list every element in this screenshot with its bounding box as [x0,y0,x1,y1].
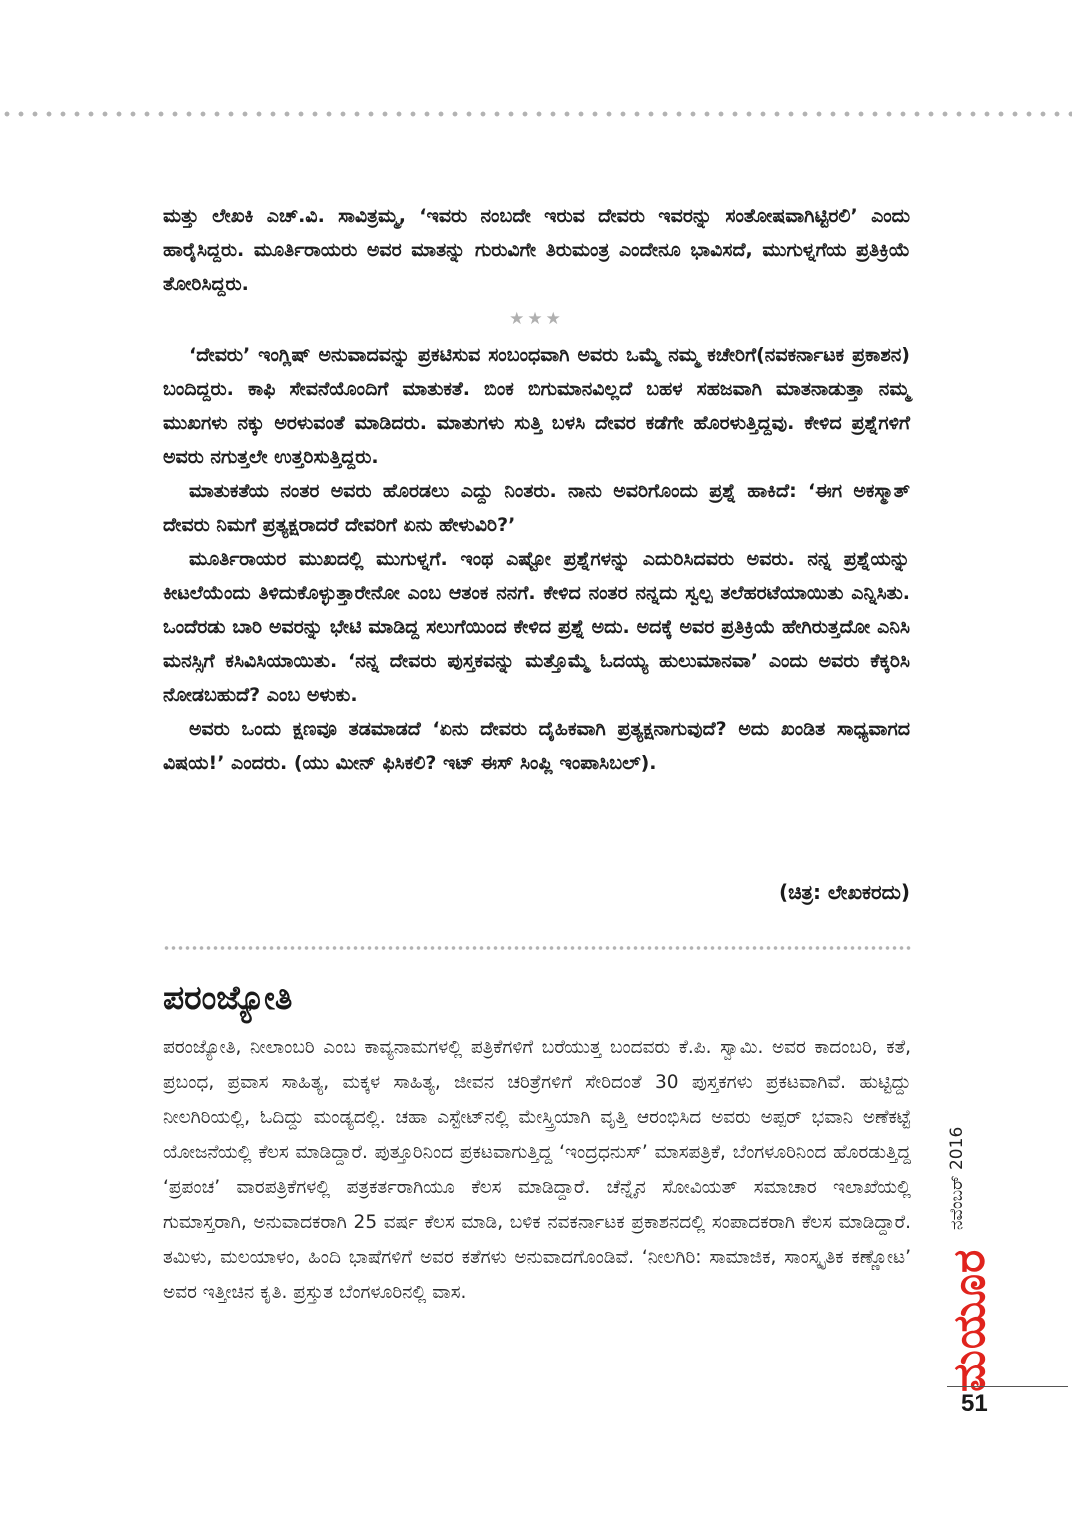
article-paragraph: ‘ದೇವರು’ ಇಂಗ್ಲಿಷ್ ಅನುವಾದವನ್ನು ಪ್ರಕಟಿಸುವ ಸಂಬಂಧವಾಗಿ ಅವರು ಒಮ್ಮೆ ನಮ್ಮ ಕಚೇರಿಗೆ(ನವಕರ್ನಾಟಕ ಪ್ರಕಾಶನ) ಬಂದಿದ್ದರು. ಕಾಫಿ ಸೇವನೆಯೊಂದಿಗೆ ಮಾತುಕತೆ. ಬಿಂಕ ಬಿಗುಮಾನವಿಲ್ಲದೆ ಬಹಳ ಸಹಜವಾಗಿ ಮಾತನಾಡುತ್ತಾ ನಮ್ಮ ಮುಖಗಳು ನಕ್ಕು ಅರಳುವಂತೆ ಮಾಡಿದರು. ಮಾತುಗಳು ಸುತ್ತಿ ಬಳಸಿ ದೇವರ ಕಡೆಗೇ ಹೊರಳುತ್ತಿದ್ದವು. ಕೇಳಿದ ಪ್ರಶ್ನೆಗಳಿಗೆ ಅವರು ನಗುತ್ತಲೇ ಉತ್ತರಿಸುತ್ತಿದ್ದರು. [163,344,910,468]
magazine-logo: ಮಯೂರ [944,1248,995,1392]
article-paragraph: ಮಾತುಕತೆಯ ನಂತರ ಅವರು ಹೊರಡಲು ಎದ್ದು ನಿಂತರು. ನಾನು ಅವರಿಗೊಂದು ಪ್ರಶ್ನೆ ಹಾಕಿದೆ: ‘ಈಗ ಅಕಸ್ಮಾತ್ ದೇವರು ನಿಮಗೆ ಪ್ರತ್ಯಕ್ಷರಾದರೆ ದೇವರಿಗೆ ಏನು ಹೇಳುವಿರಿ?’ [163,480,910,536]
top-dotted-rule [0,110,1072,118]
profile-paragraph: ಪರಂಜ್ಯೋತಿ, ನೀಲಾಂಬರಿ ಎಂಬ ಕಾವ್ಯನಾಮಗಳಲ್ಲಿ ಪತ್ರಿಕೆಗಳಿಗೆ ಬರೆಯುತ್ತ ಬಂದವರು ಕೆ.ಪಿ. ಸ್ವಾಮಿ. ಅವರ ಕಾದಂಬರಿ, ಕತೆ, ಪ್ರಬಂಧ, ಪ್ರವಾಸ ಸಾಹಿತ್ಯ, ಮಕ್ಕಳ ಸಾಹಿತ್ಯ, ಜೀವನ ಚರಿತ್ರೆಗಳಿಗೆ ಸೇರಿದಂತೆ 30 ಪುಸ್ತಕಗಳು ಪ್ರಕಟವಾಗಿವೆ. ಹುಟ್ಟಿದ್ದು ನೀಲಗಿರಿಯಲ್ಲಿ, ಓದಿದ್ದು ಮಂಡ್ಯದಲ್ಲಿ. ಚಹಾ ಎಸ್ಟೇಟ್‌ನಲ್ಲಿ ಮೇಸ್ತ್ರಿಯಾಗಿ ವೃತ್ತಿ ಆರಂಭಿಸಿದ ಅವರು ಅಪ್ಪರ್ ಭವಾನಿ ಅಣೆಕಟ್ಟೆ ಯೋಜನೆಯಲ್ಲಿ ಕೆಲಸ ಮಾಡಿದ್ದಾರೆ. ಪುತ್ತೂರಿನಿಂದ ಪ್ರಕಟವಾಗುತ್ತಿದ್ದ ‘ಇಂದ್ರಧನುಸ್’ ಮಾಸಪತ್ರಿಕೆ, ಬೆಂಗಳೂರಿನಿಂದ ಹೊರಡುತ್ತಿದ್ದ ‘ಪ್ರಪಂಚ’ ವಾರಪತ್ರಿಕೆಗಳಲ್ಲಿ ಪತ್ರಕರ್ತರಾಗಿಯೂ ಕೆಲಸ ಮಾಡಿದ್ದಾರೆ. ಚೆನ್ನೈನ ಸೋವಿಯತ್ ಸಮಾಚಾರ ಇಲಾಖೆಯಲ್ಲಿ ಗುಮಾಸ್ತರಾಗಿ, ಅನುವಾದಕರಾಗಿ 25 ವರ್ಷ ಕೆಲಸ ಮಾಡಿ, ಬಳಿಕ ನವಕರ್ನಾಟಕ ಪ್ರಕಾಶನದಲ್ಲಿ ಸಂಪಾದಕರಾಗಿ ಕೆಲಸ ಮಾಡಿದ್ದಾರೆ. ತಮಿಳು, ಮಲಯಾಳಂ, ಹಿಂದಿ ಭಾಷೆಗಳಿಗೆ ಅವರ ಕತೆಗಳು ಅನುವಾದಗೊಂಡಿವೆ. ‘ನೀಲಗಿರಿ: ಸಾಮಾಜಿಕ, ಸಾಂಸ್ಕೃತಿಕ ಕಣ್ಣೋಟ’ ಅವರ ಇತ್ತೀಚಿನ ಕೃತಿ. ಪ್ರಸ್ತುತ ಬೆಂಗಳೂರಿನಲ್ಲಿ ವಾಸ. [163,1037,911,1303]
article-paragraph: ಅವರು ಒಂದು ಕ್ಷಣವೂ ತಡಮಾಡದೆ ‘ಏನು ದೇವರು ದೈಹಿಕವಾಗಿ ಪ್ರತ್ಯಕ್ಷನಾಗುವುದೆ? ಅದು ಖಂಡಿತ ಸಾಧ್ಯವಾಗದ ವಿಷಯ!’ ಎಂದರು. (ಯು ಮೀನ್ ಫಿಸಿಕಲಿ? ಇಟ್ ಈಸ್ ಸಿಂಪ್ಲಿ ಇಂಪಾಸಿಬಲ್). [163,718,910,774]
article-paragraph: ಮೂರ್ತಿರಾಯರ ಮುಖದಲ್ಲಿ ಮುಗುಳ್ನಗೆ. ಇಂಥ ಎಷ್ಟೋ ಪ್ರಶ್ನೆಗಳನ್ನು ಎದುರಿಸಿದವರು ಅವರು. ನನ್ನ ಪ್ರಶ್ನೆಯನ್ನು ಕೀಟಲೆಯೆಂದು ತಿಳಿದುಕೊಳ್ಳುತ್ತಾರೇನೋ ಎಂಬ ಆತಂಕ ನನಗೆ. ಕೇಳಿದ ನಂತರ ನನ್ನದು ಸ್ವಲ್ಪ ತಲೆಹರಟೆಯಾಯಿತು ಎನ್ನಿಸಿತು. ಒಂದೆರಡು ಬಾರಿ ಅವರನ್ನು ಭೇಟಿ ಮಾಡಿದ್ದ ಸಲುಗೆಯಿಂದ ಕೇಳಿದ ಪ್ರಶ್ನೆ ಅದು. ಅದಕ್ಕೆ ಅವರ ಪ್ರತಿಕ್ರಿಯೆ ಹೇಗಿರುತ್ತದೋ ಎನಿಸಿ ಮನಸ್ಸಿಗೆ ಕಸಿವಿಸಿಯಾಯಿತು. ‘ನನ್ನ ದೇವರು ಪುಸ್ತಕವನ್ನು ಮತ್ತೊಮ್ಮೆ ಓದಯ್ಯ ಹುಲುಮಾನವಾ’ ಎಂದು ಅವರು ಕೆಕ್ಕರಿಸಿ ನೋಡಬಹುದೆ? ಎಂಬ ಅಳುಕು. [163,548,910,706]
page-number: 51 [961,1390,988,1417]
article-intro-paragraph: ಮತ್ತು ಲೇಖಕಿ ಎಚ್.ವಿ. ಸಾವಿತ್ರಮ್ಮ, ‘ಇವರು ನಂಬದೇ ಇರುವ ದೇವರು ಇವರನ್ನು ಸಂತೋಷವಾಗಿಟ್ಟಿರಲಿ’ ಎಂದು ಹಾರೈಸಿದ್ದರು. ಮೂರ್ತಿರಾಯರು ಅವರ ಮಾತನ್ನು ಗುರುವಿಗೇ ತಿರುಮಂತ್ರ ಎಂದೇನೂ ಭಾವಿಸದೆ, ಮುಗುಳ್ನಗೆಯ ಪ್ರತಿಕ್ರಿಯೆ ತೋರಿಸಿದ್ದರು. [163,205,910,295]
profile-title: ಪರಂಜ್ಯೋತಿ [163,978,293,1017]
issue-date: ನವೆಂಬರ್ 2016 [947,1126,967,1230]
article-intro-block [163,199,910,301]
photo-credit: (ಚಿತ್ರ: ಲೇಖಕರದು) [778,880,910,904]
folio-rule [947,1386,1068,1387]
section-dotted-rule [163,945,911,951]
section-separator-stars: ★★★ [509,309,564,329]
profile-body-block [163,1030,911,1310]
article-body [163,338,910,780]
